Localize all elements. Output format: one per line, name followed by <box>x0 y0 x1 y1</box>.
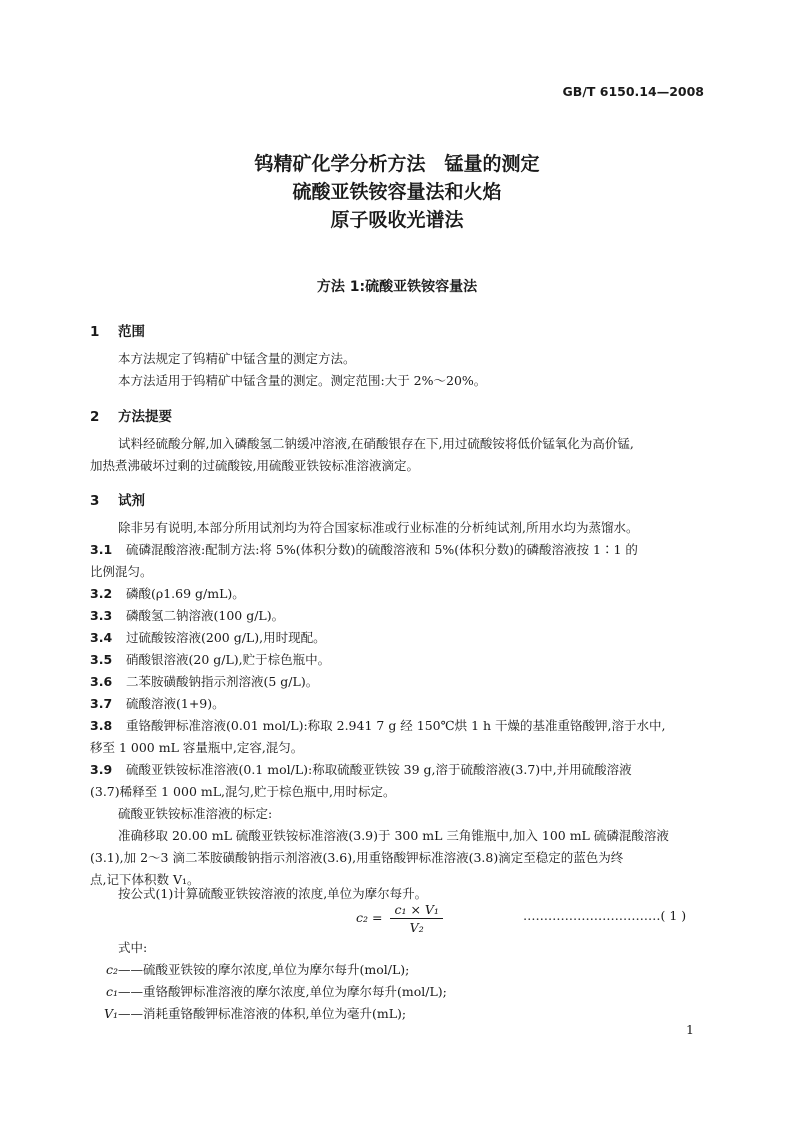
formula-denominator: V₂ <box>409 920 424 935</box>
paragraph: 点,记下体积数 V₁。 <box>90 872 200 887</box>
list-item-continuation: (3.7)稀释至 1 000 mL,混匀,贮于棕色瓶中,用时标定。 <box>90 784 396 799</box>
paragraph: 除非另有说明,本部分所用试剂均为符合国家标准或行业标准的分析纯试剂,所用水均为蒸馏水。 <box>118 520 639 535</box>
list-item: 3.9 硫酸亚铁铵标准溶液(0.1 mol/L):称取硫酸亚铁铵 39 g,溶于硫酸溶液(3.7)中,并用硫酸溶液 <box>90 762 632 777</box>
list-item: 3.4 过硫酸铵溶液(200 g/L),用时现配。 <box>90 630 326 645</box>
title-line-1: 钨精矿化学分析方法 锰量的测定 <box>254 153 540 175</box>
list-item: 3.3 磷酸氢二钠溶液(100 g/L)。 <box>90 608 285 623</box>
paragraph: 加热煮沸破坏过剩的过硫酸铵,用硫酸亚铁铵标准溶液滴定。 <box>90 458 419 473</box>
section-number: 2 <box>90 409 100 425</box>
list-item: 3.5 硝酸银溶液(20 g/L),贮于棕色瓶中。 <box>90 652 331 667</box>
title-line-3: 原子吸收光谱法 <box>330 209 464 231</box>
section-title: 范围 <box>118 324 145 340</box>
formula-number <box>523 908 686 923</box>
title-line-2: 硫酸亚铁铵容量法和火焰 <box>292 181 502 203</box>
standard-code: GB/T 6150.14—2008 <box>562 84 704 99</box>
section-title: 试剂 <box>118 493 145 509</box>
document-title <box>0 150 794 234</box>
formula-fraction <box>390 902 442 935</box>
symbol-definition: c₂——硫酸亚铁铵的摩尔浓度,单位为摩尔每升(mol/L); <box>105 962 410 977</box>
list-item-continuation: 比例混匀。 <box>90 564 153 579</box>
section-1-heading <box>90 320 145 340</box>
page-number: 1 <box>686 1022 694 1037</box>
list-item: 3.7 硫酸溶液(1+9)。 <box>90 696 225 711</box>
method-title: 方法 1:硫酸亚铁铵容量法 <box>316 279 478 295</box>
where-label: 式中: <box>118 940 148 955</box>
formula-lhs: c₂ = <box>356 910 383 925</box>
formula <box>356 902 443 935</box>
list-item-continuation: 移至 1 000 mL 容量瓶中,定容,混匀。 <box>90 740 304 755</box>
section-number: 3 <box>90 493 100 509</box>
section-title: 方法提要 <box>118 409 172 425</box>
section-3-heading <box>90 489 145 509</box>
list-item: 3.8 重铬酸钾标准溶液(0.01 mol/L):称取 2.941 7 g 经 150℃烘 1 h 干燥的基准重铬酸钾,溶于水中, <box>90 718 666 733</box>
formula-numerator: c₁ × V₁ <box>390 902 442 919</box>
list-item: 3.6 二苯胺磺酸钠指示剂溶液(5 g/L)。 <box>90 674 319 689</box>
formula-label: ( 1 ) <box>660 908 687 923</box>
section-2-heading <box>90 405 172 425</box>
paragraph: (3.1),加 2～3 滴二苯胺磺酸钠指示剂溶液(3.6),用重铬酸钾标准溶液(3.8)滴定至稳定的蓝色为终 <box>90 850 624 865</box>
calibration-title: 硫酸亚铁铵标准溶液的标定: <box>118 806 273 821</box>
paragraph: 准确移取 20.00 mL 硫酸亚铁铵标准溶液(3.9)于 300 mL 三角锥瓶中,加入 100 mL 硫磷混酸溶液 <box>118 828 669 843</box>
list-item: 3.1 硫磷混酸溶液:配制方法:将 5%(体积分数)的硫酸溶液和 5%(体积分数)的磷酸溶液按 1∶1 的 <box>90 542 638 557</box>
paragraph: 本方法适用于钨精矿中锰含量的测定。测定范围:大于 2%～20%。 <box>118 373 487 388</box>
list-item: 3.2 磷酸(ρ1.69 g/mL)。 <box>90 586 245 601</box>
section-number: 1 <box>90 324 100 340</box>
symbol-definition: c₁——重铬酸钾标准溶液的摩尔浓度,单位为摩尔每升(mol/L); <box>105 984 447 999</box>
formula-dots: …………………………… <box>523 908 661 923</box>
paragraph: 本方法规定了钨精矿中锰含量的测定方法。 <box>118 351 356 366</box>
paragraph: 按公式(1)计算硫酸亚铁铵溶液的浓度,单位为摩尔每升。 <box>118 886 428 901</box>
symbol-definition: V₁——消耗重铬酸钾标准溶液的体积,单位为毫升(mL); <box>103 1006 407 1021</box>
paragraph: 试料经硫酸分解,加入磷酸氢二钠缓冲溶液,在硝酸银存在下,用过硫酸铵将低价锰氧化为高价锰, <box>118 436 634 451</box>
